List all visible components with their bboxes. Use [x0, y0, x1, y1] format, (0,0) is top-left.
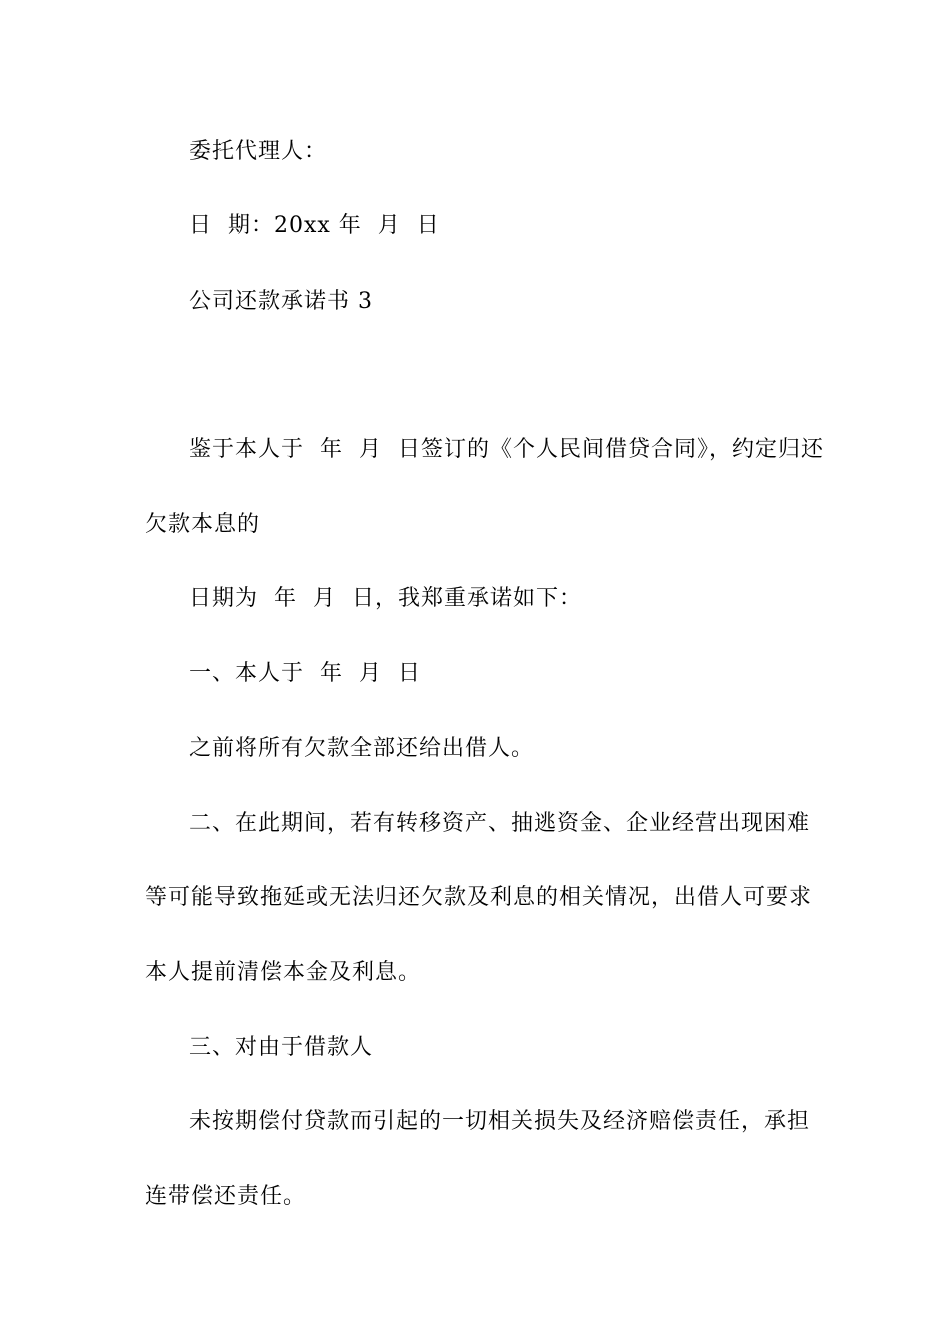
date-line: 日 期：20xx 年 月 日 [189, 213, 440, 238]
clause-three-line: 三、对由于借款人 [189, 1035, 374, 1060]
paragraph-line: 日期为 年 月 日，我郑重承诺如下： [189, 586, 582, 611]
paragraph-line: 之前将所有欠款全部还给出借人。 [189, 736, 535, 761]
agent-signature-line: 委托代理人： [189, 139, 328, 164]
clause-one-line: 一、本人于 年 月 日 [189, 661, 421, 686]
paragraph-line: 欠款本息的 [145, 512, 261, 537]
paragraph-line: 连带偿还责任。 [145, 1184, 307, 1209]
clause-two-line: 二、在此期间，若有转移资产、抽逃资金、企业经营出现困难 [189, 811, 811, 836]
paragraph-line: 鉴于本人于 年 月 日签订的《个人民间借贷合同》，约定归还 [189, 437, 824, 462]
paragraph-line: 等可能导致拖延或无法归还欠款及利息的相关情况，出借人可要求 [145, 885, 813, 910]
section-title: 公司还款承诺书 3 [189, 289, 373, 314]
paragraph-line: 本人提前清偿本金及利息。 [145, 960, 422, 985]
paragraph-line: 未按期偿付贷款而引起的一切相关损失及经济赔偿责任，承担 [189, 1109, 811, 1134]
